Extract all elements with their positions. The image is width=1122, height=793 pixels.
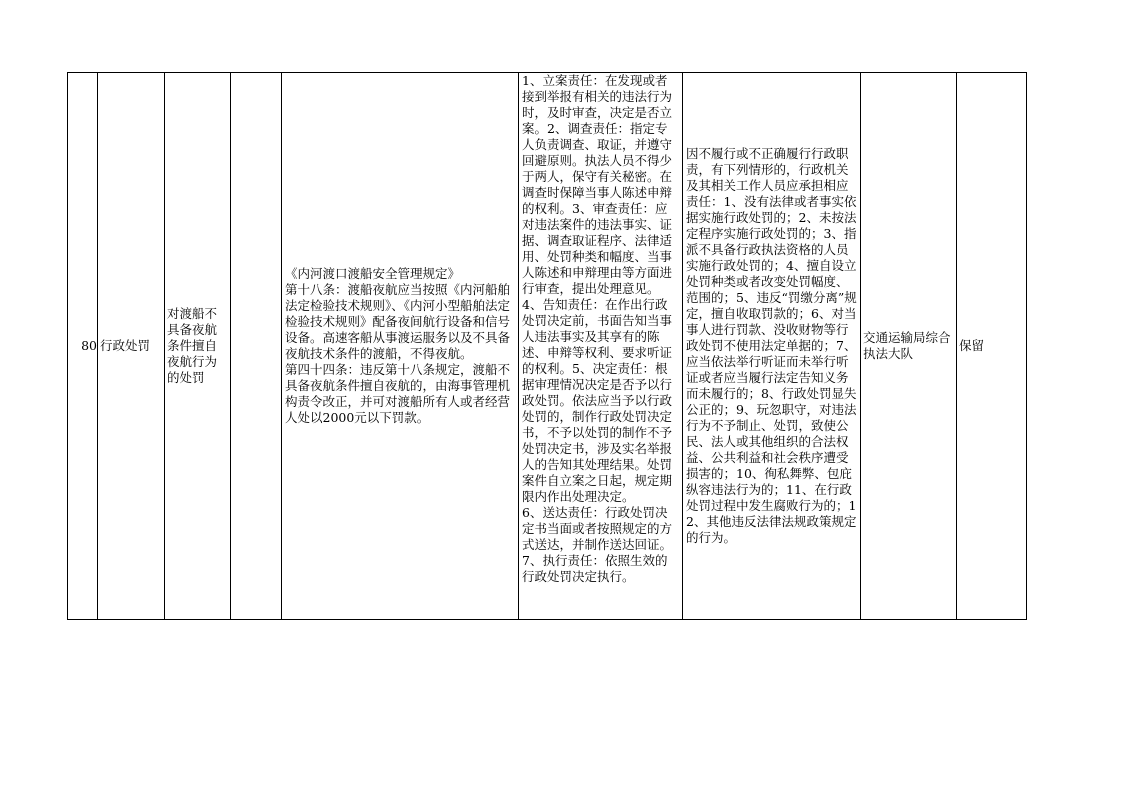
cell-responsibility bbox=[519, 73, 683, 619]
accountability-cases: 因不履行或不正确履行行政职责，有下列情形的，行政机关及其相关工作人员应承担相应责任：1、没有法律或者事实依据实施行政处罚的；2、未按法定程序实施行政处罚的；3、指派不具备行政执法资格的人员实施行政处罚的；4、擅自设立处罚种类或者改变处罚幅度、范围的；5、违反“罚缴分离”规定，擅自收取罚款的；6、对当事人进行罚款、没收财物等行政处罚不使用法定单据的；7、应当依法举行听证而未举行听证或者应当履行法定告知义务而未履行的；8、行政处罚显失公正的；9、玩忽职守，对违法行为不予制止、处罚，致使公民、法人或其他组织的合法权益、公共利益和社会秩序遭受损害的；10、徇私舞弊、包庇纵容违法行为的；11、在行政处罚过程中发生腐败行为的；12、其他违反法律法规政策规定的行为。 bbox=[686, 146, 857, 545]
cell-accountability bbox=[683, 73, 861, 619]
cell-department bbox=[861, 73, 957, 619]
cell-item bbox=[165, 73, 231, 619]
responsibility-items: 1、立案责任：在发现或者接到举报有相关的违法行为时，及时审查，决定是否立案。2、调查责任：指定专人负责调查、取证，并遵守回避原则。执法人员不得少于两人，保守有关秘密。在调查时保障当事人陈述申辩的权利。3、审查责任：应对违法案件的违法事实、证据、调查取证程序、法律适用、处罚种类和幅度、当事人陈述和申辩理由等方面进行审查，提出处理意见。4、告知责任：在作出行政处罚决定前，书面告知当事人违法事实及其享有的陈述、申辩等权利、要求听证的权利。5、决定责任：根据审理情况决定是否予以行政处罚。依法应当予以行政处罚的，制作行政处罚决定书，不予以处罚的制作不予处罚决定书，涉及实名举报人的告知其处理结果。处罚案件自立案之日起，规定期限内作出处理决定。 6、送达责任：行政处罚决定书当面或者按照规定的方式送达，并制作送达回证。7、执行责任：依照生效的行政处罚决定执行。 bbox=[522, 73, 673, 584]
item-name: 对渡船不具备夜航条件擅自夜航行为的处罚 bbox=[167, 306, 218, 385]
implementing-department: 交通运输局综合执法大队 bbox=[863, 330, 951, 361]
row-number: 80 bbox=[81, 338, 97, 353]
cell-category bbox=[98, 73, 165, 619]
power-category: 行政处罚 bbox=[100, 338, 151, 353]
cell-basis bbox=[282, 73, 519, 619]
remark: 保留 bbox=[959, 338, 985, 353]
cell-sub-item bbox=[231, 73, 282, 619]
cell-number bbox=[68, 73, 98, 619]
cell-note bbox=[957, 73, 1028, 619]
table-row bbox=[67, 72, 1027, 620]
legal-basis: 《内河渡口渡船安全管理规定》 第十八条：渡船夜航应当按照《内河船舶法定检验技术规则》、《内河小型船舶法定检验技术规则》配备夜间航行设备和信号设备。高速客船从事渡运服务以及不具备夜航技术条件的渡船，不得夜航。 第四十四条：违反第十八条规定，渡船不具备夜航条件擅自夜航的，由海事管理机构责令改正，并可对渡船所有人或者经营人处以2000元以下罚款。 bbox=[285, 266, 511, 425]
